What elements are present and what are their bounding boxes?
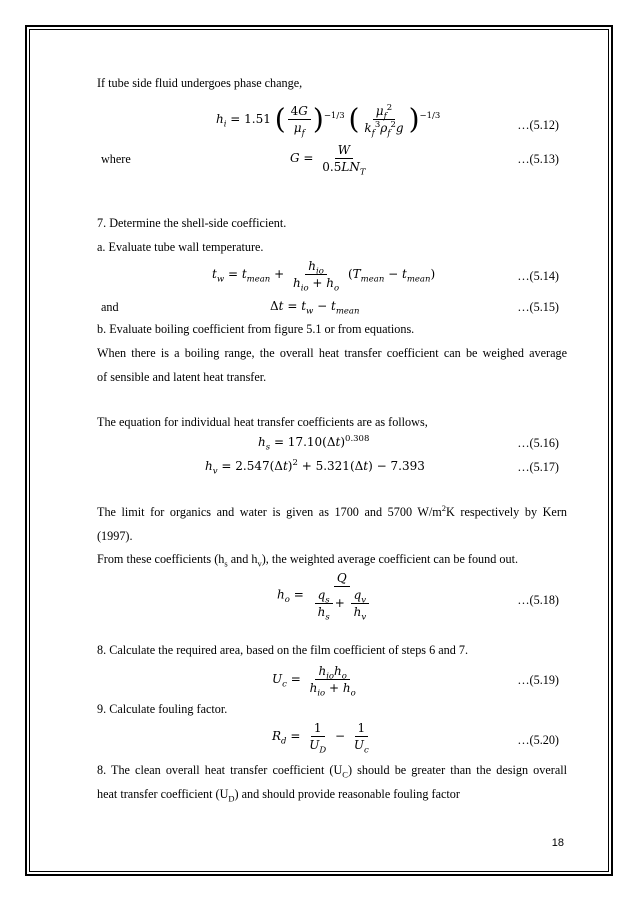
equation-number: …(5.19) <box>517 673 559 687</box>
text-and: and <box>101 300 119 314</box>
equation-number: …(5.18) <box>517 593 559 607</box>
equation-5-13: G = $\frac{W}{0.5LN_T}$ <box>290 143 366 178</box>
equation-number: …(5.16) <box>517 436 559 450</box>
text-boiling-range-line2: of sensible and latent heat transfer. <box>97 370 267 384</box>
equation-5-16: $h_s = 17.10(\Delta t)^{0.308}$ <box>258 434 370 453</box>
equation-number: …(5.14) <box>517 269 559 283</box>
text-step-9: 9. Calculate fouling factor. <box>97 702 228 716</box>
page-number: 18 <box>551 837 564 849</box>
equation-5-17: $h_v = 2.547(\Delta t)^2 + 5.321(\Delta t) - 7.393$ <box>205 458 425 477</box>
text-final-line2: heat transfer coefficient $(U_D)$ and should provide reasonable fouling factor <box>97 787 460 804</box>
text-final-line1: 8. The clean overall heat transfer coefficient $(U_C)$ should be greater than the design overall <box>97 763 568 780</box>
equation-number: …(5.13) <box>517 152 559 166</box>
equation-5-20: $R_d$ = $\frac{1}{U_D}$ − $\frac{1}{U_c}$ <box>272 721 369 756</box>
text-boiling-range-line1: When there is a boiling range, the overall heat transfer coefficient can be weighed average <box>97 346 567 360</box>
equation-number: …(5.15) <box>517 300 559 314</box>
text-individual-equations: The equation for individual heat transfer coefficients are as follows, <box>97 415 428 429</box>
text-limit-line2: (1997). <box>97 529 133 543</box>
equation-number: …(5.12) <box>517 118 559 132</box>
equation-5-15: $\Delta t = t_w - t_{mean}$ <box>270 299 360 317</box>
equation-5-14: $t_w = t_{mean}$ + $\frac{h_{io}}{h_{io} + h_o}$ $(T_{mean} - t_{mean})$ <box>212 259 436 294</box>
text-weighted-average: From these coefficients ($h_s$ and $h_v$), the weighted average coefficient can be found out. <box>97 552 519 569</box>
text-step-7a: a. Evaluate tube wall temperature. <box>97 240 264 254</box>
text-step-7: 7. Determine the shell-side coefficient. <box>97 216 287 230</box>
text-limit-line1: The limit for organics and water is given as 1700 and 5700 $W/m^2K$ respectively by Kern <box>97 502 567 519</box>
text-where: where <box>101 152 131 166</box>
equation-5-19: $U_c$ = $\frac{h_{io}h_o}{h_{io} + h_o}$ <box>272 664 356 699</box>
text-step-8: 8. Calculate the required area, based on the film coefficient of steps 6 and 7. <box>97 643 469 657</box>
equation-5-12: $h_i = 1.51$ ( $\frac{4G}{\mu_f}$ )$^{-1/3}$ ( $\frac{\mu_f^2}{k_f^3\rho_f^2g}$ )$^{-1/3}$ <box>216 102 441 139</box>
text-step-7b: b. Evaluate boiling coefficient from figure 5.1 or from equations. <box>97 322 415 336</box>
text-phase-change: If tube side fluid undergoes phase change, <box>97 76 303 90</box>
equation-number: …(5.17) <box>517 460 559 474</box>
equation-number: …(5.20) <box>517 733 559 747</box>
equation-5-18: $h_o$ = Q $\frac{q_s}{h_s}$ + $\frac{q_v}{h_v}$ <box>277 571 376 619</box>
